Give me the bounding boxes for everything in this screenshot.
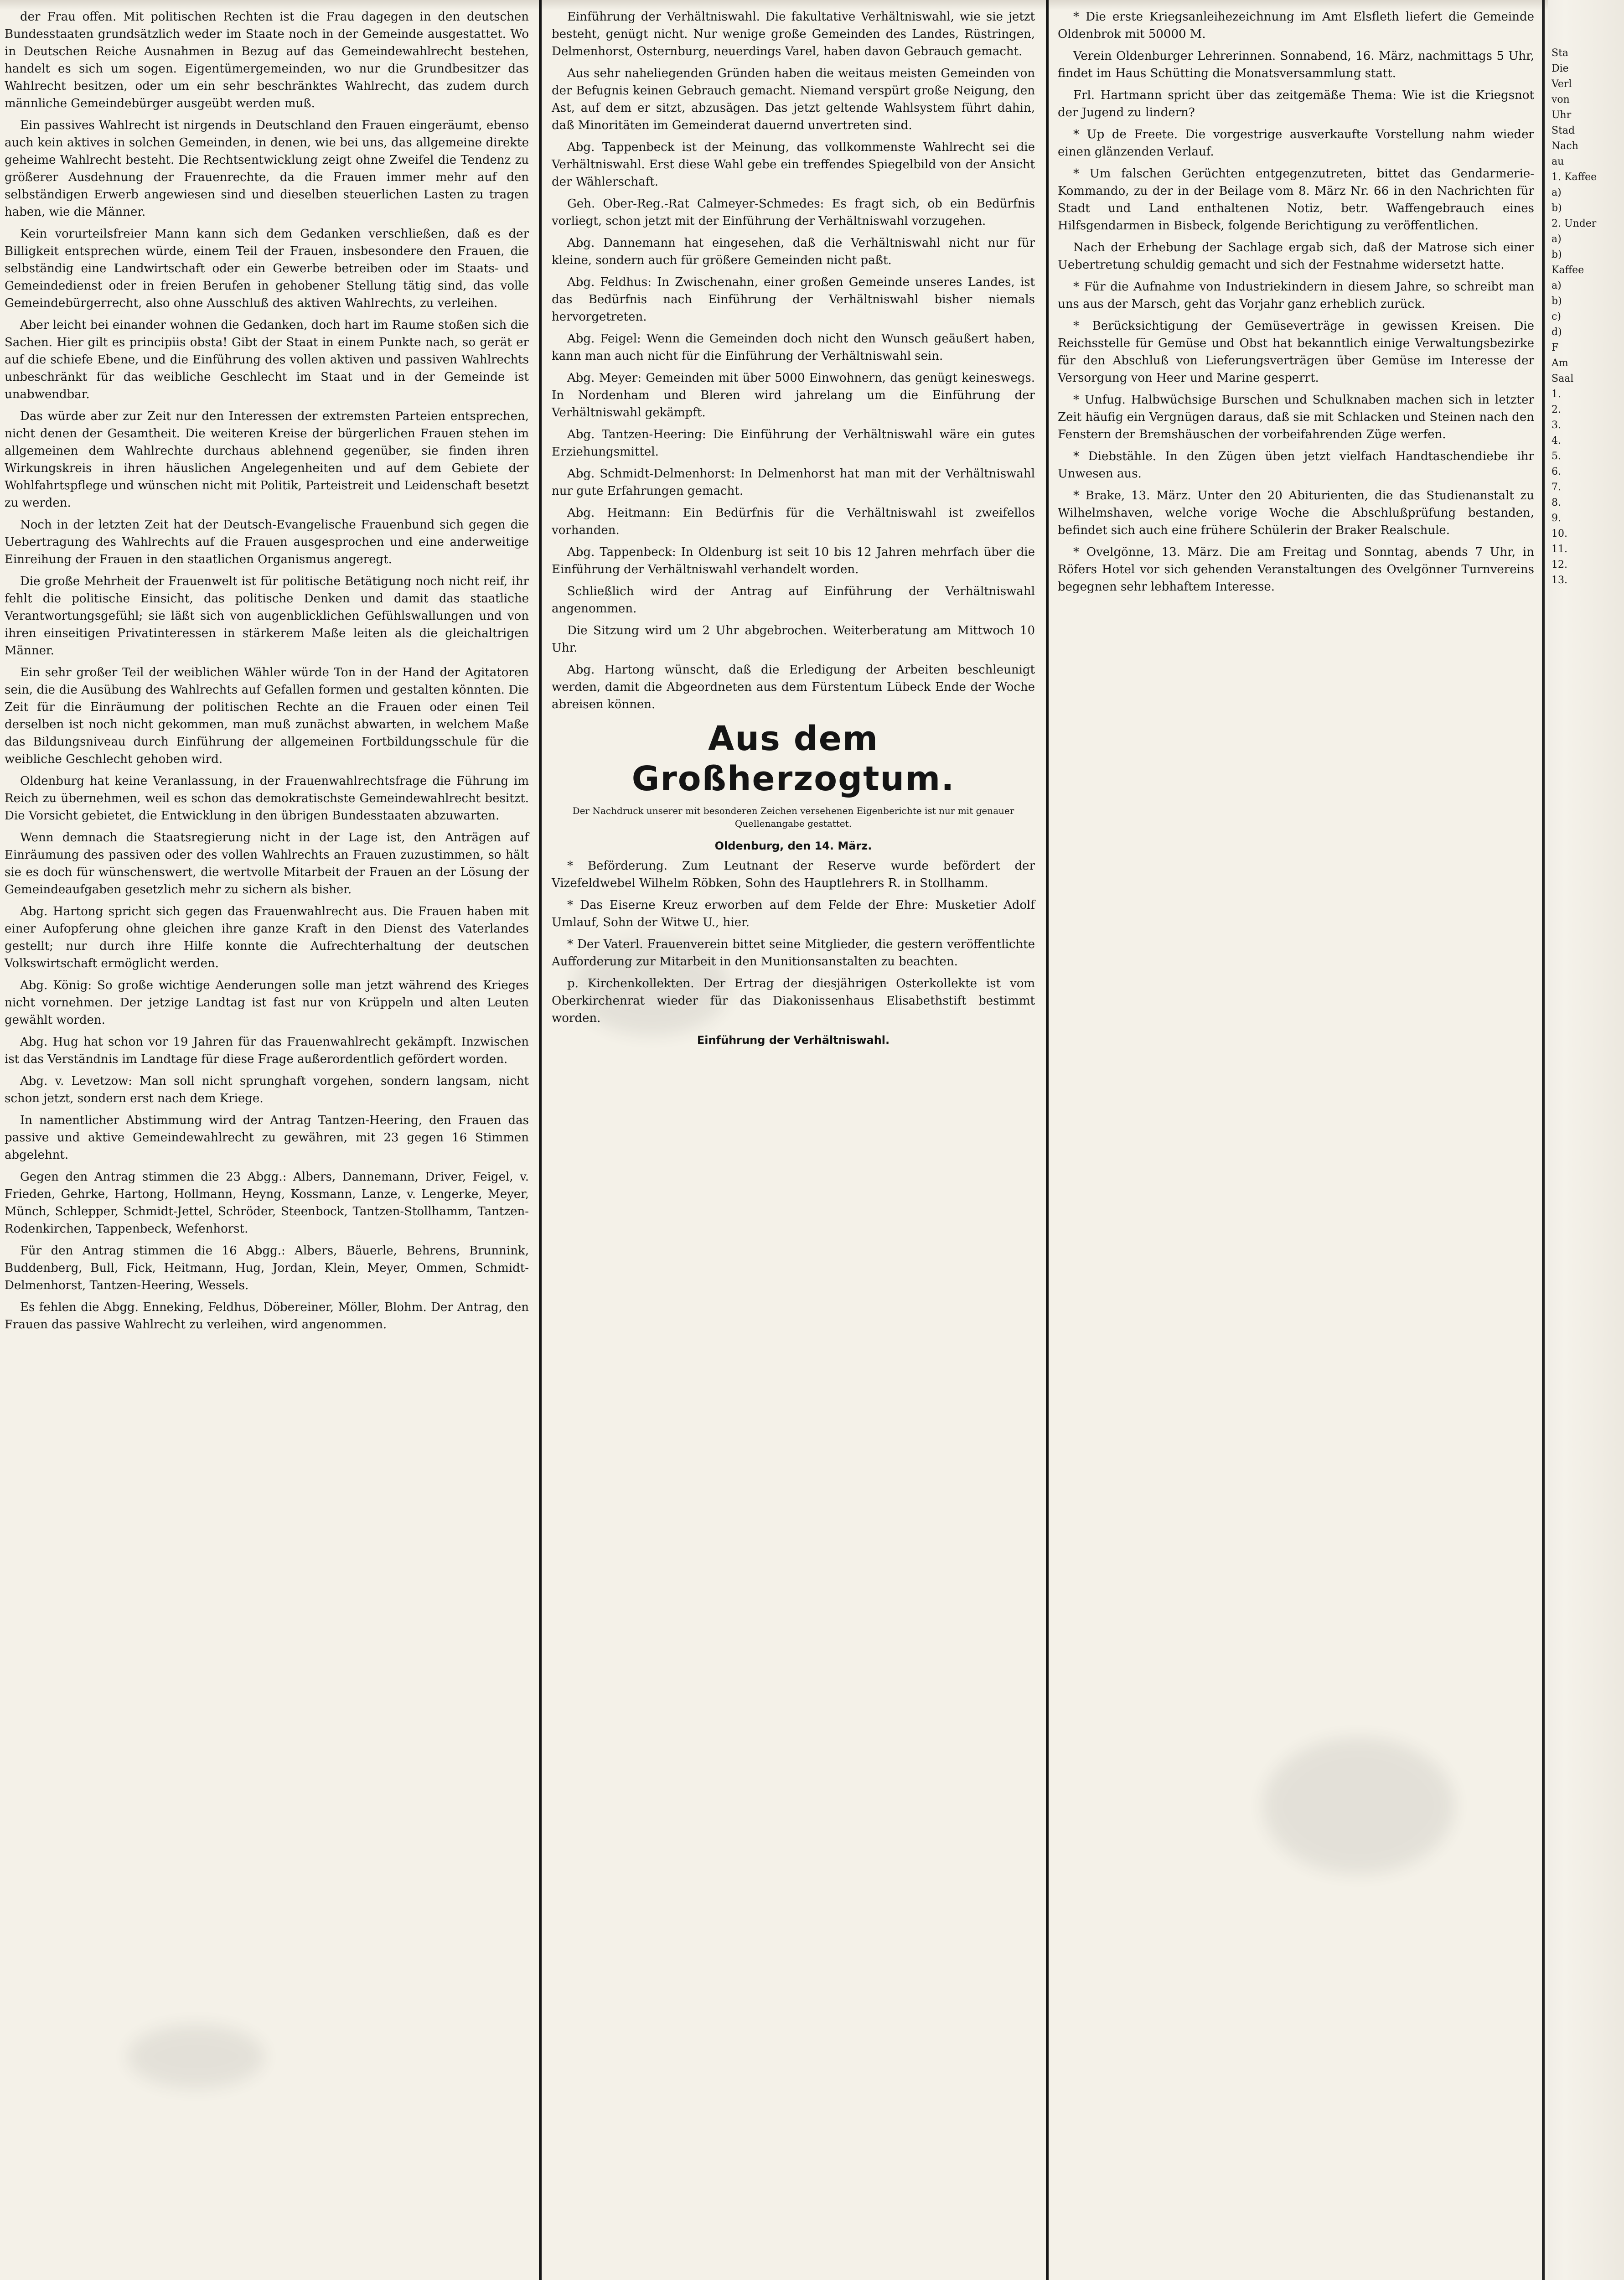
news-note: * Beförderung. Zum Leutnant der Reserve wurde befördert der Vizefeldwebel Wilhelm Röbken, Sohn des Hauptlehrers R. in Stollhamm.: [552, 859, 1035, 890]
paragraph: Kein vorurteilsfreier Mann kann sich dem Gedanken verschließen, daß es der Billigkeit entsprechen würde, einem Teil der Frauen, insbesondere den Frauen, die selbständig eine Landwirtschaft oder ein Gewerbe betreiben oder im Staats- und Gemeindedienst oder in freien Berufen in gehobener Stellung tätig sind, das volle Gemeindebürgerrecht, also ohne Ausschluß des aktiven Wahlrechts, zu verleihen.: [5, 227, 529, 310]
footer-caption: Einführung der Verhältniswahl.: [697, 1034, 890, 1047]
edge-fragment-column: [1548, 0, 1624, 2280]
page-edge-fragment: [1548, 0, 1624, 2280]
edge-fragment-line: 2.: [1552, 404, 1561, 415]
paragraph: Gegen den Antrag stimmen die 23 Abgg.: Albers, Dannemann, Driver, Feigel, v. Frieden, Gehrke, Hartong, Hollmann, Heyng, Kossmann, Lanze, v. Lengerke, Meyer, Münch, Schlepper, Schmidt-Jettel, Schröder, Steenbock, Tantzen-Stollhamm, Tantzen-Rodenkirchen, Tappenbeck, Wefenhorst.: [5, 1170, 529, 1236]
edge-fragment-line: d): [1552, 326, 1562, 338]
section-heading: Aus dem Großherzogtum.: [631, 719, 955, 798]
paragraph: Abg. Hug hat schon vor 19 Jahren für das Frauenwahlrecht gekämpft. Inzwischen ist das Verständnis im Landtage für diese Frage außerordentlich gefördert worden.: [5, 1035, 529, 1066]
edge-fragment-line: 1.: [1552, 389, 1561, 400]
edge-fragment-line: b): [1552, 249, 1562, 260]
paragraph: Verein Oldenburger Lehrerinnen. Sonnabend, 16. März, nachmittags 5 Uhr, findet im Haus Schütting die Monatsversammlung statt.: [1058, 49, 1534, 80]
right-column-text: [1053, 0, 1539, 596]
edge-fragment-line: b): [1552, 202, 1562, 214]
paragraph: * Ovelgönne, 13. März. Die am Freitag und Sonntag, abends 7 Uhr, in Röfers Hotel vor sich gehenden Veranstaltungen des Ovelgönner Turnvereins begegnen sehr lebhaftem Interesse.: [1058, 545, 1534, 594]
edge-fragment-line: 6.: [1552, 466, 1561, 477]
paragraph: * Unfug. Halbwüchsige Burschen und Schulknaben machen sich in letzter Zeit häufig ein Vergnügen daraus, daß sie mit Schlacken und Steinen nach den Fenstern der Bremshäuschen der vorbeifahrenden Züge werfen.: [1058, 393, 1535, 441]
paragraph: Geh. Ober-Reg.-Rat Calmeyer-Schmedes: Es fragt sich, ob ein Bedürfnis vorliegt, schon jetzt mit der Einführung der Verhältniswahl vorzugehen.: [552, 197, 1035, 228]
paragraph: Oldenburg hat keine Veranlassung, in der Frauenwahlrechtsfrage die Führung im Reich zu übernehmen, weil es schon das demokratischste Gemeindewahlrecht besitzt. Die Vorsicht gebietet, die Entwicklung in den übrigen Bundesstaaten abzuwarten.: [5, 774, 529, 823]
paragraph: Einführung der Verhältniswahl. Die fakultative Verhältniswahl, wie sie jetzt besteht, genügt nicht. Nur wenige große Gemeinden des Landes, Rüstringen, Delmenhorst, Osternburg, neuerdings Varel, haben davon Gebrauch gemacht.: [552, 10, 1035, 58]
edge-fragment-text: [1552, 46, 1620, 588]
paragraph: Frl. Hartmann spricht über das zeitgemäße Thema: Wie ist die Kriegsnot der Jugend zu lindern?: [1058, 88, 1534, 119]
paragraph: Abg. Tappenbeck: In Oldenburg ist seit 10 bis 12 Jahren mehrfach über die Einführung der Verhältniswahl verhandelt worden.: [552, 545, 1035, 576]
paragraph: Abg. Meyer: Gemeinden mit über 5000 Einwohnern, das genügt keineswegs. In Nordenham und Bleren wird jahrelang um die Einführung der Verhältniswahl gekämpft.: [552, 371, 1035, 420]
edge-fragment-line: 1. Kaffee: [1552, 171, 1597, 183]
paragraph: * Brake, 13. März. Unter den 20 Abiturienten, die das Studienanstalt zu Wilhelmshaven, welche vorige Woche die Abschlußprüfung bestanden, befindet sich auch eine frühere Schülerin der Braker Realschule.: [1058, 489, 1534, 537]
paragraph: * Diebstähle. In den Zügen üben jetzt vielfach Handtaschendiebe ihr Unwesen aus.: [1058, 450, 1534, 481]
paragraph: Schließlich wird der Antrag auf Einführung der Verhältniswahl angenommen.: [552, 585, 1035, 616]
edge-fragment-line: 8.: [1552, 497, 1561, 508]
edge-fragment-line: 10.: [1552, 528, 1567, 539]
paragraph: In namentlicher Abstimmung wird der Antrag Tantzen-Heering, den Frauen das passive und aktive Gemeindewahlrecht zu gewähren, mit 23 gegen 16 Stimmen abgelehnt.: [5, 1114, 529, 1162]
middle-column: [547, 0, 1040, 2280]
edge-fragment-line: Kaffee: [1552, 264, 1584, 276]
news-note: * Das Eiserne Kreuz erworben auf dem Felde der Ehre: Musketier Adolf Umlauf, Sohn der Witwe U., hier.: [552, 898, 1035, 929]
edge-fragment-line: a): [1552, 187, 1562, 198]
paragraph: Abg. Hartong spricht sich gegen das Frauenwahlrecht aus. Die Frauen haben mit einer Aufopferung ohne gleichen ihre ganze Kraft in den Dienst des Vaterlandes gestellt; nur durch ihre Hilfe konnte die Aufrechterhaltung der deutschen Volkswirtschaft ermöglicht werden.: [5, 905, 529, 970]
column-divider-1: [539, 0, 542, 2280]
edge-fragment-line: a): [1552, 233, 1562, 245]
paragraph: Ein sehr großer Teil der weiblichen Wähler würde Ton in der Hand der Agitatoren sein, die die Ausübung des Wahlrechts auf Gefallen formen und gestalten könnten. Die Zeit für die Einräumung der politischen Rechte an die Frauen oder einen Teil derselben ist noch nicht gekommen, man muß zunächst abwarten, in welchem Maße das Bildungsniveau durch Einführung der allgemeinen Fortbildungsschule für die weibliche Geschlecht gehoben wird.: [5, 666, 529, 766]
paragraph: * Um falschen Gerüchten entgegenzutreten, bittet das Gendarmerie-Kommando, zu der in der Beilage vom 8. März Nr. 66 in den Nachrichten für Stadt und Land enthaltenen Notiz, betr. Waffengebrauch eines Hilfsgendarmen in Bisbeck, folgende Berichtigung zu veröffentlichen.: [1058, 167, 1534, 233]
paragraph: Abg. Schmidt-Delmenhorst: In Delmenhorst hat man mit der Verhältniswahl nur gute Erfahrungen gemacht.: [552, 467, 1035, 498]
paragraph: Abg. Hartong wünscht, daß die Erledigung der Arbeiten beschleunigt werden, damit die Abgeordneten aus dem Fürstentum Lübeck Ende der Woche abreisen können.: [552, 663, 1035, 711]
right-column: [1053, 0, 1539, 2280]
paragraph: Abg. Feldhus: In Zwischenahn, einer großen Gemeinde unseres Landes, ist das Bedürfnis nach Einführung der Verhältniswahl bisher niemals hervorgetreten.: [552, 275, 1035, 324]
edge-fragment-line: von: [1552, 94, 1570, 105]
paragraph: Für den Antrag stimmen die 16 Abgg.: Albers, Bäuerle, Behrens, Brunnink, Buddenberg, Bull, Fick, Heitmann, Hug, Jordan, Klein, Meyer, Ommen, Schmidt-Delmenhorst, Tantzen-Heering, Wessels.: [5, 1244, 529, 1292]
edge-fragment-line: Die: [1552, 63, 1569, 74]
edge-fragment-line: Stad: [1552, 125, 1575, 136]
paragraph: Aus sehr naheliegenden Gründen haben die weitaus meisten Gemeinden von der Befugnis keinen Gebrauch gemacht. Niemand verspürt große Neigung, den Ast, auf dem er sitzt, abzusägen. Das jetzt geltende Wahlsystem führt dahin, daß Minoritäten im Gemeinderat dauernd unvertreten sind.: [552, 67, 1035, 132]
paragraph: Noch in der letzten Zeit hat der Deutsch-Evangelische Frauenbund sich gegen die Uebertragung des Wahlrechts auf die Frauen ausgesprochen und eine anderweitige Einreihung der Frauen in den staatlichen Organismus angeregt.: [5, 518, 529, 566]
paragraph: Ein passives Wahlrecht ist nirgends in Deutschland den Frauen eingeräumt, ebenso auch kein aktives in solchen Gemeinden, in denen, wie bei uns, das allgemeine direkte geheime Wahlrecht besteht. Die Rechtsentwicklung zeigt ohne Zweifel die Tendenz zu größerer Ausdehnung der Frauenrechte, da die Frauen immer mehr auf den selbständigen Erwerb angewiesen sind und dieselben steuerlichen Lasten zu tragen haben, wie die Männer.: [5, 119, 529, 219]
edge-fragment-line: 13.: [1552, 575, 1567, 586]
edge-fragment-line: 2. Under: [1552, 218, 1597, 229]
edge-fragment-line: 12.: [1552, 559, 1567, 570]
edge-fragment-line: Sta: [1552, 47, 1569, 59]
paragraph: * Berücksichtigung der Gemüseverträge in gewissen Kreisen. Die Reichsstelle für Gemüse und Obst hat bekanntlich einige Verwaltungsbezirke für den Abschluß von Lieferungsverträgen über Gemüse im Interesse der Versorgung von Heer und Marine gesperrt.: [1058, 319, 1534, 385]
edge-fragment-line: 4.: [1552, 435, 1561, 446]
edge-fragment-line: Am: [1552, 358, 1568, 369]
edge-fragment-line: a): [1552, 280, 1562, 291]
column-divider-3: [1542, 0, 1545, 2280]
paragraph: Aber leicht bei einander wohnen die Gedanken, doch hart im Raume stoßen sich die Sachen. Hier gilt es principiis obsta! Gibt der Staat in einem Punkte nach, so gerät er auf die schiefe Ebene, und die Einführung des vollen aktiven und passiven Wahlrechts unbeschränkt für das weibliche Geschlecht im Staat und in der Gemeinde ist unabwendbar.: [5, 318, 529, 401]
edge-fragment-line: F: [1552, 342, 1559, 353]
paragraph: Abg. Tantzen-Heering: Die Einführung der Verhältniswahl wäre ein gutes Erziehungsmittel.: [552, 428, 1035, 459]
edge-fragment-line: 11.: [1552, 544, 1567, 555]
paragraph: Abg. König: So große wichtige Aenderungen solle man jetzt während des Krieges nicht vornehmen. Der jetzige Landtag ist fast nur von Krüppeln und alten Leuten gewählt worden.: [5, 979, 529, 1027]
paragraph: Das würde aber zur Zeit nur den Interessen der extremsten Parteien entsprechen, nicht denen der Gesamtheit. Die weiteren Kreise der bürgerlichen Frauen stehen im allgemeinen dem Wahlrechte durchaus ablehnend gegenüber, sie finden ihren Wirkungskreis in ihren häuslichen Angelegenheiten und auf dem Gebiete der Wohlfahrtspflege und wünschen nicht mit Politik, Parteistreit und Leidenschaft besetzt zu werden.: [5, 409, 529, 510]
edge-fragment-line: au: [1552, 156, 1564, 167]
edge-fragment-line: 9.: [1552, 513, 1561, 524]
edge-fragment-line: Uhr: [1552, 109, 1572, 121]
paragraph: Abg. Tappenbeck ist der Meinung, das vollkommenste Wahlrecht sei die Verhältniswahl. Erst diese Wahl gebe ein treffendes Spiegelbild von der Ansicht der Wählerschaft.: [552, 140, 1035, 189]
left-column: [0, 0, 533, 2280]
news-note: * Der Vaterl. Frauenverein bittet seine Mitglieder, die gestern veröffentlichte Aufforderung zur Mitarbeit in den Munitionsanstalten zu beachten.: [552, 938, 1035, 969]
paragraph: Es fehlen die Abgg. Enneking, Feldhus, Döbereiner, Möller, Blohm. Der Antrag, den Frauen das passive Wahlrecht zu verleihen, wird angenommen.: [5, 1301, 529, 1332]
paragraph: Abg. v. Levetzow: Man soll nicht sprunghaft vorgehen, sondern langsam, nicht schon jetzt, sondern erst nach dem Kriege.: [5, 1074, 529, 1105]
section-subheading: Der Nachdruck unserer mit besonderen Zeichen versehenen Eigenberichte ist nur mit genauer Quellenangabe gestattet.: [572, 805, 1014, 829]
edge-fragment-line: 5.: [1552, 451, 1561, 462]
paragraph: Die Sitzung wird um 2 Uhr abgebrochen. Weiterberatung am Mittwoch 10 Uhr.: [552, 624, 1035, 655]
paragraph: der Frau offen. Mit politischen Rechten ist die Frau dagegen in den deutschen Bundesstaaten grundsätzlich weder im Staate noch in der Gemeinde ausgestattet. Wo in Deutschen Reiche Ausnahmen in Bezug auf das Gemeindewahlrecht bestehen, handelt es sich um sogen. Eigentümergemeinden, wo nur die Grundbesitzer das Wahlrecht besitzen, oder um ein sehr beschränktes Wahlrecht, das zudem durch männliche Gemeindebürger ausgeübt werden muß.: [5, 10, 529, 110]
edge-fragment-line: Saal: [1552, 373, 1574, 384]
column-divider-2: [1046, 0, 1049, 2280]
paragraph: * Für die Aufnahme von Industriekindern in diesem Jahre, so schreibt man uns aus der Marsch, geht das Vorjahr ganz erheblich zurück.: [1058, 280, 1534, 311]
news-note: p. Kirchenkollekten. Der Ertrag der diesjährigen Osterkollekte ist vom Oberkirchenrat wieder für das Diakonissenhaus Elisabethstift bestimmt worden.: [552, 977, 1035, 1025]
edge-fragment-line: Verl: [1552, 78, 1572, 90]
edge-fragment-line: 3.: [1552, 420, 1561, 431]
middle-column-text: [547, 0, 1040, 1049]
edge-fragment-line: 7.: [1552, 482, 1561, 493]
left-column-text: [0, 0, 533, 1333]
paragraph: Nach der Erhebung der Sachlage ergab sich, daß der Matrose sich einer Uebertretung schuldig gemacht und sich der Festnahme widersetzt hatte.: [1058, 241, 1534, 272]
edge-fragment-line: Nach: [1552, 140, 1578, 152]
paragraph: Die große Mehrheit der Frauenwelt ist für politische Betätigung noch nicht reif, ihr fehlt die politische Einsicht, das politische Denken und damit das staatliche Verantwortungsgefühl; sie läßt sich von augenblicklichen Gefühlswallungen und von ihren einseitigen Privatinteressen in stärkerem Maße leiten als die gleichaltrigen Männer.: [5, 575, 529, 658]
paragraph: Abg. Dannemann hat eingesehen, daß die Verhältniswahl nicht nur für kleine, sondern auch für größere Gemeinden nicht paßt.: [552, 236, 1035, 267]
placeline: Oldenburg, den 14. März.: [714, 839, 872, 852]
paragraph: Abg. Feigel: Wenn die Gemeinden doch nicht den Wunsch geäußert haben, kann man auch nicht für die Einführung der Verhältniswahl sein.: [552, 332, 1035, 363]
paragraph: Abg. Heitmann: Ein Bedürfnis für die Verhältniswahl ist zweifellos vorhanden.: [552, 506, 1035, 537]
paragraph: Wenn demnach die Staatsregierung nicht in der Lage ist, den Anträgen auf Einräumung des passiven oder des vollen Wahlrechts an Frauen zuzustimmen, so hält sie es doch für wünschenswert, die wertvolle Mitarbeit der Frauen an der Lösung der Gemeindeaufgaben gesetzlich mehr zu sichern als bisher.: [5, 831, 529, 896]
edge-fragment-line: b): [1552, 295, 1562, 307]
edge-fragment-line: c): [1552, 311, 1561, 322]
paragraph: * Up de Freete. Die vorgestrige ausverkaufte Vorstellung nahm wieder einen glänzenden Verlauf.: [1058, 128, 1534, 159]
paragraph: * Die erste Kriegsanleihezeichnung im Amt Elsfleth liefert die Gemeinde Oldenbrok mit 50000 M.: [1058, 10, 1534, 41]
